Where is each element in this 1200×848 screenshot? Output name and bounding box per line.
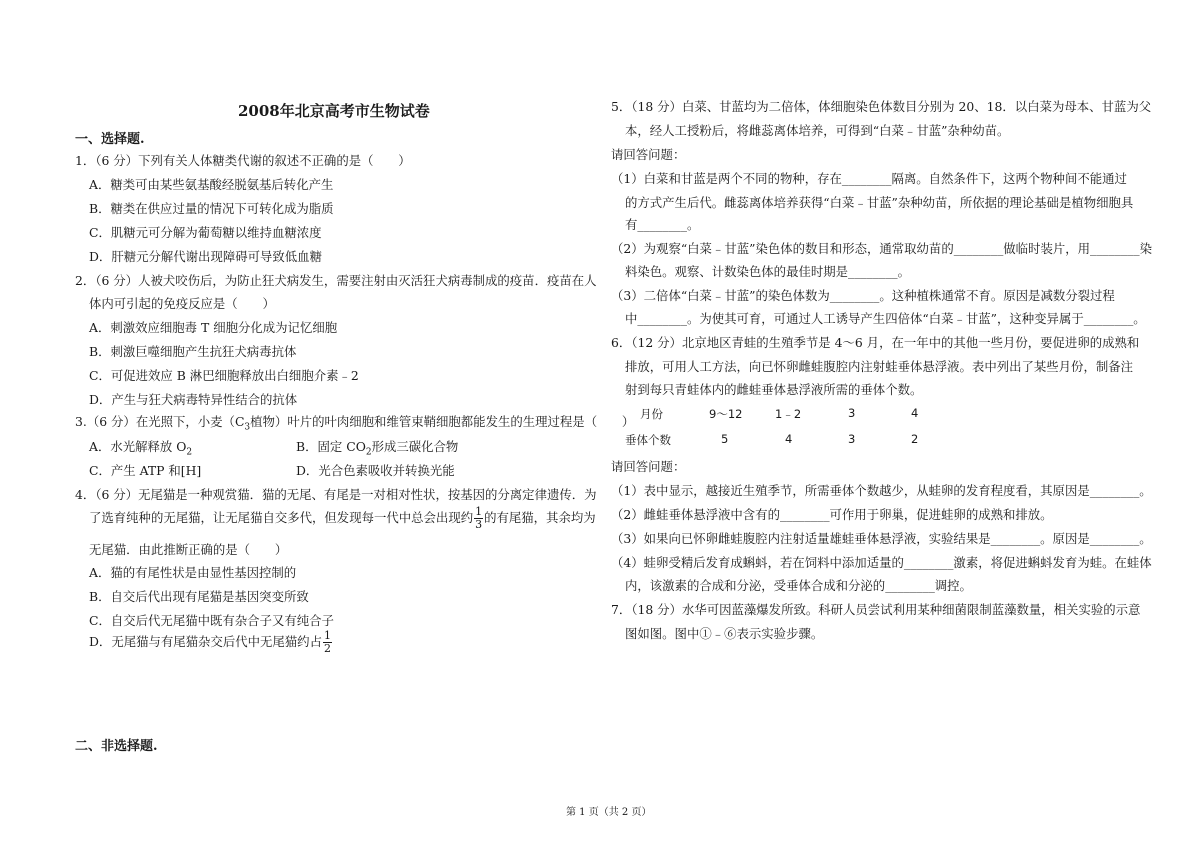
q5-part3-line2: 中________。为使其可育，可通过人工诱导产生四倍体“白菜﹣甘蓝”，这种变异属于________。	[625, 311, 1146, 326]
table-cell: 3	[848, 406, 856, 420]
q4-option-d: D．无尾猫与有尾猫杂交后代中无尾猫约占 $\frac{1}{2}$	[89, 629, 331, 655]
table-row1-label: 月份	[640, 407, 663, 421]
q1-option-a: A．糖类可由某些氨基酸经脱氨基后转化产生	[89, 177, 334, 192]
q2-option-d: D．产生与狂犬病毒特异性结合的抗体	[89, 392, 298, 407]
q6-part4-line1: （4）蛙卵受精后发育成蝌蚪，若在饲料中添加适量的________激素，将促进蝌蚪发育为蛙。在蛙体	[611, 555, 1152, 570]
q3-option-a: A．水光解释放 $O_2$	[89, 439, 193, 458]
q5-part3-line1: （3）二倍体“白菜﹣甘蓝”的染色体数为________。这种植株通常不育。原因是减数分裂过程	[611, 288, 1115, 303]
q2-option-c: C．可促进效应 B 淋巴细胞释放出白细胞介素﹣2	[89, 368, 359, 383]
q5-part1-line3: 有________。	[625, 217, 700, 232]
q2-stem-line2: 体内可引起的免疫反应是（ ）	[89, 296, 275, 311]
q5-part1-line2: 的方式产生后代。雌蕊离体培养获得“白菜﹣甘蓝”杂种幼苗，所依据的理论基础是植物细胞具	[625, 195, 1134, 210]
q4-stem-line1: 4．（6 分）无尾猫是一种观赏猫．猫的无尾、有尾是一对相对性状，按基因的分离定律遗传．为	[75, 487, 597, 502]
q2-option-b: B．刺激巨噬细胞产生抗狂犬病毒抗体	[89, 344, 297, 359]
q4-option-a: A．猫的有尾性状是由显性基因控制的	[89, 565, 297, 580]
q6-part1: （1）表中显示，越接近生殖季节，所需垂体个数越少，从蛙卵的发育程度看，其原因是________。	[611, 483, 1152, 498]
q2-option-a: A．刺激效应细胞毒 T 细胞分化成为记忆细胞	[89, 320, 338, 335]
section-nonchoice-heading: 二、非选择题.	[75, 739, 158, 754]
q4-stem-line3: 无尾猫．由此推断正确的是（ ）	[89, 542, 288, 557]
table-cell: 2	[911, 432, 919, 446]
q6-part2: （2）雌蛙垂体悬浮液中含有的________可作用于卵巢，促进蛙卵的成熟和排放。	[611, 507, 1053, 522]
q1-option-d: D．肝糖元分解代谢出现障碍可导致低血糖	[89, 249, 322, 264]
q4-option-b: B．自交后代出现有尾猫是基因突变所致	[89, 589, 309, 604]
q5-part2-line1: （2）为观察“白菜﹣甘蓝”染色体的数目和形态，通常取幼苗的________做临时装片，用________染	[611, 241, 1152, 256]
q6-part4-line2: 内，该激素的合成和分泌，受垂体合成和分泌的________调控。	[625, 578, 972, 593]
q4-option-c: C．自交后代无尾猫中既有杂合子又有纯合子	[89, 613, 334, 628]
q4-stem-line2: 了选育纯种的无尾猫，让无尾猫自交多代，但发现每一代中总会出现约 $\frac{1}{3}$ 的有尾猫，其余均为	[89, 505, 596, 531]
q7-line1: 7．（18 分）水华可因蓝藻爆发所致。科研人员尝试利用某种细菌限制蓝藻数量，相关实验的示意	[611, 602, 1141, 617]
q5-part2-line2: 料染色。观察、计数染色体的最佳时期是________。	[625, 264, 910, 279]
q1-option-c: C．肌糖元可分解为葡萄糖以维持血糖浓度	[89, 225, 322, 240]
q1-stem: 1．（6 分）下列有关人体糖类代谢的叙述不正确的是（ ）	[75, 153, 411, 168]
table-row2-label: 垂体个数	[625, 433, 671, 447]
q1-option-b: B．糖类在供应过量的情况下可转化成为脂质	[89, 201, 334, 216]
table-cell: 4	[785, 432, 793, 446]
q3-option-b: B．固定 $CO_2$形成三碳化合物	[296, 439, 459, 458]
table-cell: 9～12	[709, 407, 743, 421]
table-cell: 4	[911, 406, 919, 420]
page-title: 2008年北京高考市生物试卷	[238, 102, 430, 120]
q6-part3: （3）如果向已怀卵雌蛙腹腔内注射适量雄蛙垂体悬浮液，实验结果是________。原因是________。	[611, 531, 1152, 546]
q5-part1-line1: （1）白菜和甘蓝是两个不同的物种，存在________隔离。自然条件下，这两个物种间不能通过	[611, 171, 1127, 186]
fraction-one-third: $\frac{1}{3}$	[475, 505, 483, 531]
table-cell: 1﹣2	[775, 407, 802, 421]
page-footer: 第 1 页（共 2 页）	[566, 807, 652, 818]
q5-ask: 请回答问题：	[611, 147, 686, 162]
q5-line1: 5．（18 分）白菜、甘蓝均为二倍体，体细胞染色体数目分别为 20、18．以白菜为母本、甘蓝为父	[611, 99, 1152, 114]
q3-stem: 3.（6 分）在光照下，小麦（$C_3$植物）叶片的叶肉细胞和维管束鞘细胞都能发生的生理过程是（ ）	[75, 414, 635, 433]
table-cell: 3	[848, 432, 856, 446]
q6-ask: 请回答问题：	[611, 459, 686, 474]
q3-option-c: C．产生 ATP 和[H]	[89, 463, 202, 478]
section-choice-heading: 一、选择题.	[75, 132, 145, 147]
q7-line2: 图如图。图中①﹣⑥表示实验步骤。	[625, 626, 824, 641]
q6-line1: 6．（12 分）北京地区青蛙的生殖季节是 4～6 月，在一年中的其他一些月份，要促进卵的成熟和	[611, 335, 1140, 350]
q2-stem-line1: 2．（6 分）人被犬咬伤后，为防止狂犬病发生，需要注射由灭活狂犬病毒制成的疫苗．疫苗在人	[75, 273, 597, 288]
q6-line2: 排放，可用人工方法，向已怀卵雌蛙腹腔内注射蛙垂体悬浮液。表中列出了某些月份，制备注	[625, 359, 1134, 374]
q3-option-d: D．光合色素吸收并转换光能	[296, 463, 455, 478]
q5-line2: 本，经人工授粉后，将雌蕊离体培养，可得到“白菜﹣甘蓝”杂种幼苗。	[625, 123, 1010, 138]
q6-line3: 射到每只青蛙体内的雌蛙垂体悬浮液所需的垂体个数。	[625, 382, 923, 397]
fraction-one-half: $\frac{1}{2}$	[323, 629, 331, 655]
table-cell: 5	[721, 432, 729, 446]
